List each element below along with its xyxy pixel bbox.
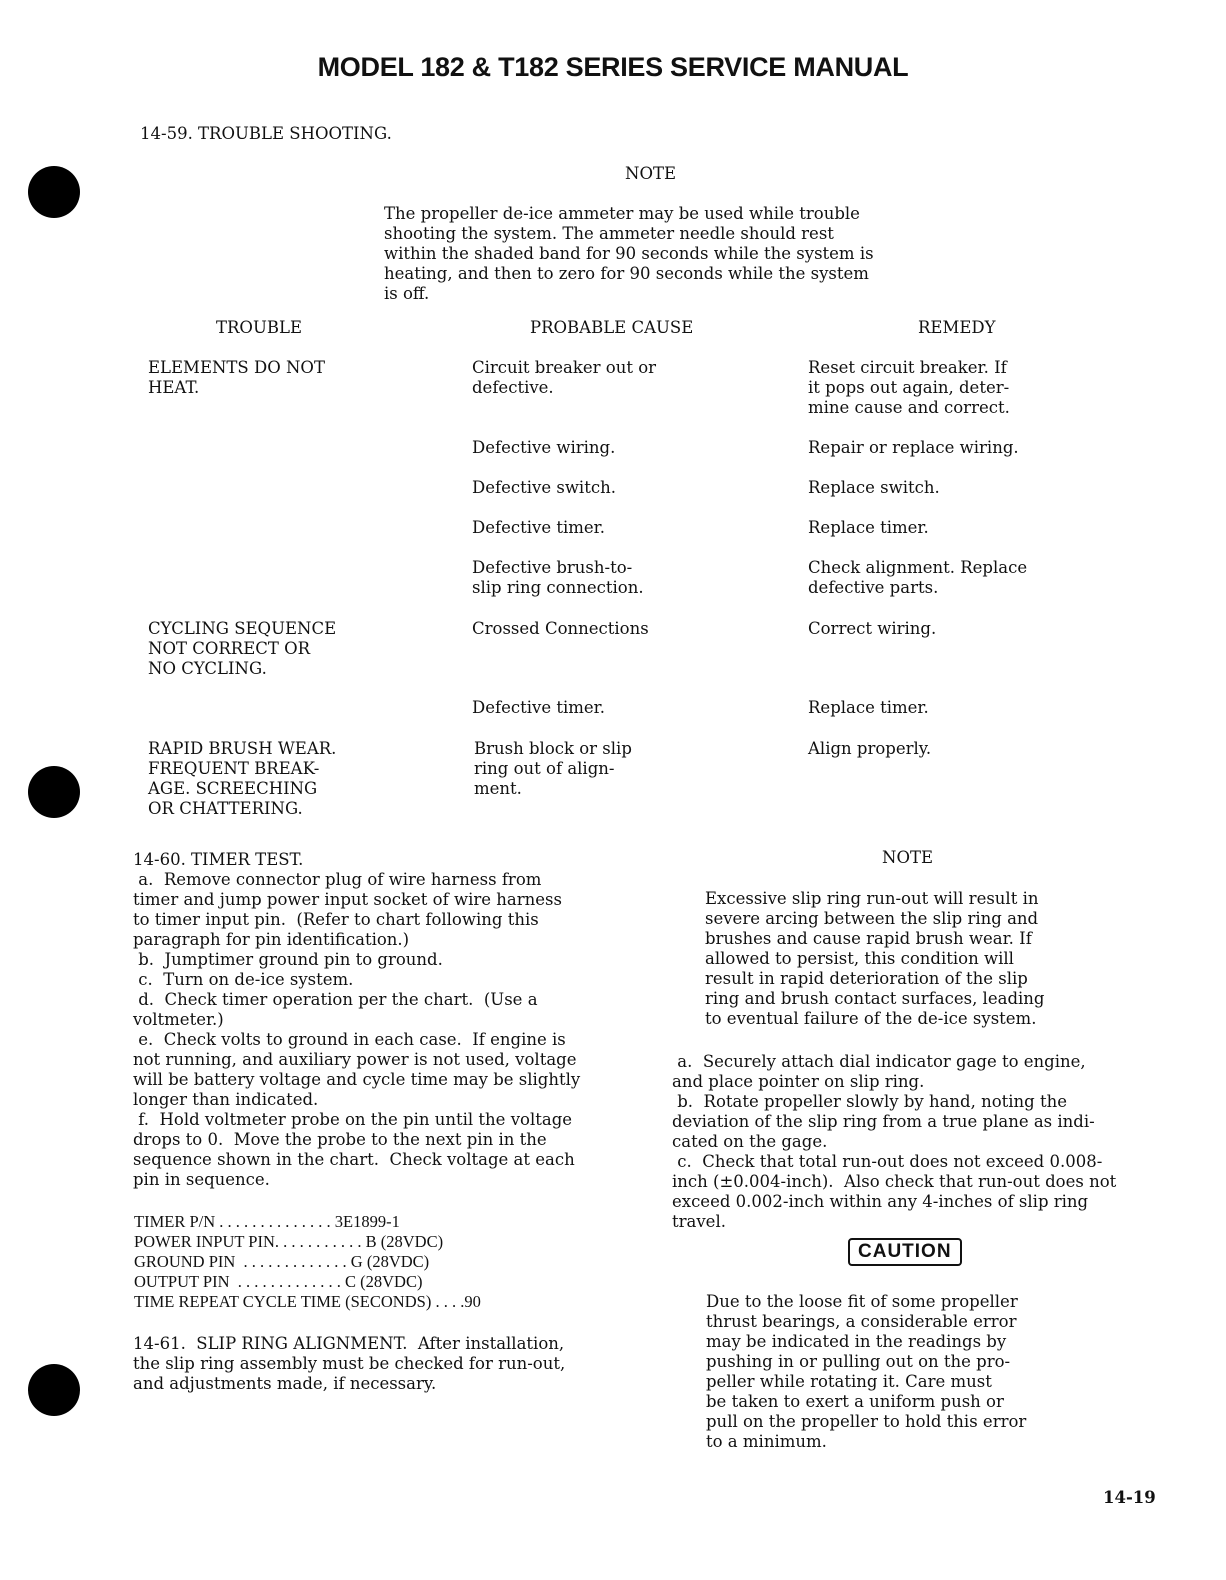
trouble-text: AGE. SCREECHING xyxy=(148,779,318,798)
remedy-cell: Correct wiring. xyxy=(808,619,937,638)
table-header-cause: PROBABLE CAUSE xyxy=(530,318,694,337)
remedy-cell: Repair or replace wiring. xyxy=(808,438,1019,457)
remedy-text: mine cause and correct. xyxy=(808,398,1010,417)
body-line: d. Check timer operation per the chart. (Use a xyxy=(133,990,538,1009)
body-line: the slip ring assembly must be checked for run-out, xyxy=(133,1354,566,1373)
note-line: ring and brush contact surfaces, leading xyxy=(705,989,1045,1008)
cause-cell xyxy=(472,358,656,398)
remedy-cell: Replace timer. xyxy=(808,518,929,537)
binder-hole xyxy=(28,766,80,818)
remedy-cell xyxy=(808,558,1027,598)
note-line: The propeller de-ice ammeter may be used while trouble xyxy=(384,204,860,223)
section-heading-timer-test: 14-60. TIMER TEST. xyxy=(133,850,304,869)
note-line: brushes and cause rapid brush wear. If xyxy=(705,929,1032,948)
body-line: drops to 0. Move the probe to the next pin in the xyxy=(133,1130,547,1149)
trouble-text: NO CYCLING. xyxy=(148,659,267,678)
body-line: deviation of the slip ring from a true plane as indi- xyxy=(672,1112,1095,1131)
section-heading-trouble-shooting: 14-59. TROUBLE SHOOTING. xyxy=(140,124,392,143)
body-line: a. Securely attach dial indicator gage to engine, xyxy=(672,1052,1086,1071)
caution-line: thrust bearings, a considerable error xyxy=(706,1312,1017,1331)
note-line: within the shaded band for 90 seconds while the system is xyxy=(384,244,874,263)
binder-hole xyxy=(28,1364,80,1416)
cause-cell: Defective timer. xyxy=(472,518,605,537)
cause-cell: Defective timer. xyxy=(472,698,605,717)
page-number: 14-19 xyxy=(1103,1488,1156,1507)
body-line: c. Turn on de-ice system. xyxy=(133,970,354,989)
body-line: a. Remove connector plug of wire harness from xyxy=(133,870,542,889)
trouble-text: NOT CORRECT OR xyxy=(148,639,311,658)
body-line: f. Hold voltmeter probe on the pin until the voltage xyxy=(133,1110,573,1129)
body-line: pin in sequence. xyxy=(133,1170,270,1189)
body-line: to timer input pin. (Refer to chart following this xyxy=(133,910,539,929)
caution-line: may be indicated in the readings by xyxy=(706,1332,1007,1351)
trouble-cell xyxy=(148,619,336,679)
chart-line: POWER INPUT PIN. . . . . . . . . . . B (28VDC) xyxy=(134,1232,444,1251)
chart-line: TIME REPEAT CYCLE TIME (SECONDS) . . . .90 xyxy=(134,1292,481,1311)
body-line: b. Rotate propeller slowly by hand, noting the xyxy=(672,1092,1068,1111)
caution-line: to a minimum. xyxy=(706,1432,827,1451)
body-line: paragraph for pin identification.) xyxy=(133,930,410,949)
cause-text: Brush block or slip xyxy=(474,739,632,758)
cause-text: defective. xyxy=(472,378,554,397)
cause-cell xyxy=(472,558,644,598)
caution-block xyxy=(706,1292,1026,1452)
trouble-text: HEAT. xyxy=(148,378,200,397)
remedy-text: defective parts. xyxy=(808,578,939,597)
timer-test-section xyxy=(133,850,653,1190)
note-line: shooting the system. The ammeter needle should rest xyxy=(384,224,834,243)
note-block xyxy=(384,204,874,304)
body-line: 14-61. SLIP RING ALIGNMENT. After installation, xyxy=(133,1334,565,1353)
body-line: will be battery voltage and cycle time may be slightly xyxy=(133,1070,581,1089)
cause-text: ment. xyxy=(474,779,522,798)
binder-hole xyxy=(28,166,80,218)
body-line: c. Check that total run-out does not exceed 0.008- xyxy=(672,1152,1103,1171)
trouble-text: RAPID BRUSH WEAR. xyxy=(148,739,337,758)
page-header-title: MODEL 182 & T182 SERIES SERVICE MANUAL xyxy=(317,52,909,82)
chart-line: OUTPUT PIN . . . . . . . . . . . . . C (28VDC) xyxy=(134,1272,423,1291)
body-line: cated on the gage. xyxy=(672,1132,828,1151)
note-line: result in rapid deterioration of the slip xyxy=(705,969,1028,988)
note-line: to eventual failure of the de-ice system. xyxy=(705,1009,1037,1028)
caution-line: peller while rotating it. Care must xyxy=(706,1372,992,1391)
cause-cell xyxy=(474,739,632,799)
trouble-text: FREQUENT BREAK- xyxy=(148,759,320,778)
remedy-text: Check alignment. Replace xyxy=(808,558,1028,577)
body-line: e. Check volts to ground in each case. If engine is xyxy=(133,1030,566,1049)
cause-cell: Defective switch. xyxy=(472,478,616,497)
table-header-trouble: TROUBLE xyxy=(216,318,302,337)
body-line: exceed 0.002-inch within any 4-inches of slip ring xyxy=(672,1192,1089,1211)
note-block xyxy=(705,889,1044,1029)
alignment-steps xyxy=(672,1052,1116,1232)
slip-ring-alignment-section xyxy=(133,1334,565,1394)
body-line: not running, and auxiliary power is not used, voltage xyxy=(133,1050,577,1069)
body-line: travel. xyxy=(672,1212,726,1231)
body-line: sequence shown in the chart. Check voltage at each xyxy=(133,1150,575,1169)
cause-text: ring out of align- xyxy=(474,759,615,778)
remedy-cell: Replace timer. xyxy=(808,698,929,717)
body-line: and adjustments made, if necessary. xyxy=(133,1374,437,1393)
note-line: severe arcing between the slip ring and xyxy=(705,909,1039,928)
trouble-text: ELEMENTS DO NOT xyxy=(148,358,325,377)
note-line: is off. xyxy=(384,284,430,303)
caution-label: CAUTION xyxy=(848,1238,962,1266)
caution-line: be taken to exert a uniform push or xyxy=(706,1392,1004,1411)
cause-text: slip ring connection. xyxy=(472,578,644,597)
note-label: NOTE xyxy=(625,164,677,183)
note-line: allowed to persist, this condition will xyxy=(705,949,1014,968)
chart-line: GROUND PIN . . . . . . . . . . . . . G (28VDC) xyxy=(134,1252,430,1271)
timer-chart xyxy=(134,1212,481,1312)
table-header-remedy: REMEDY xyxy=(918,318,996,337)
remedy-cell: Align properly. xyxy=(808,739,932,758)
note-label: NOTE xyxy=(882,848,934,867)
cause-text: Defective brush-to- xyxy=(472,558,633,577)
body-line: inch (±0.004-inch). Also check that run-out does not xyxy=(672,1172,1117,1191)
cause-cell: Defective wiring. xyxy=(472,438,616,457)
chart-line: TIMER P/N . . . . . . . . . . . . . . 3E1899-1 xyxy=(134,1212,400,1231)
body-line: longer than indicated. xyxy=(133,1090,319,1109)
trouble-text: OR CHATTERING. xyxy=(148,799,303,818)
body-line: and place pointer on slip ring. xyxy=(672,1072,925,1091)
trouble-text: CYCLING SEQUENCE xyxy=(148,619,337,638)
trouble-cell xyxy=(148,739,336,819)
caution-line: Due to the loose fit of some propeller xyxy=(706,1292,1018,1311)
body-line: voltmeter.) xyxy=(133,1010,224,1029)
trouble-cell xyxy=(148,358,325,398)
caution-line: pull on the propeller to hold this error xyxy=(706,1412,1027,1431)
body-line: b. Jumptimer ground pin to ground. xyxy=(133,950,443,969)
remedy-text: Reset circuit breaker. If xyxy=(808,358,1007,377)
remedy-text: it pops out again, deter- xyxy=(808,378,1010,397)
remedy-cell xyxy=(808,358,1010,418)
cause-cell: Crossed Connections xyxy=(472,619,649,638)
body-line: timer and jump power input socket of wire harness xyxy=(133,890,562,909)
note-line: heating, and then to zero for 90 seconds while the system xyxy=(384,264,869,283)
remedy-cell: Replace switch. xyxy=(808,478,940,497)
note-line: Excessive slip ring run-out will result in xyxy=(705,889,1039,908)
cause-text: Circuit breaker out or xyxy=(472,358,657,377)
caution-line: pushing in or pulling out on the pro- xyxy=(706,1352,1011,1371)
